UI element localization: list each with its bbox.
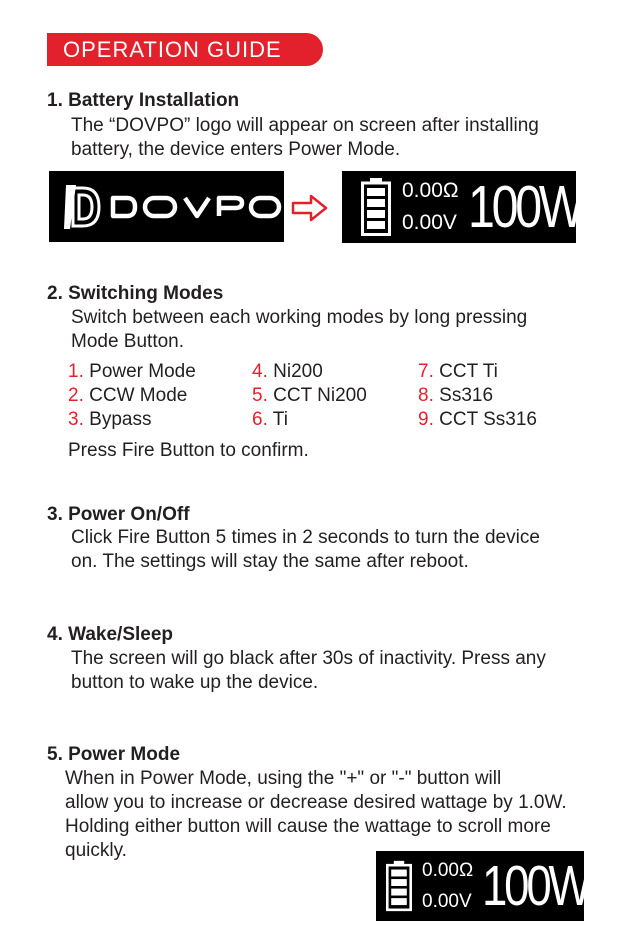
resistance-readout: 0.00Ω <box>402 179 459 202</box>
mode-item: 3. Bypass <box>68 409 152 430</box>
section-title-switching-modes: 2. Switching Modes <box>47 283 224 304</box>
mode-item: 6. Ti <box>252 409 288 430</box>
section-text-line: allow you to increase or decrease desired wattage by 1.0W. <box>65 792 567 813</box>
section-text-line: button to wake up the device. <box>71 672 319 693</box>
mode-item: 4. Ni200 <box>252 361 323 382</box>
section-text-line: quickly. <box>65 840 127 861</box>
section-title-power-mode: 5. Power Mode <box>47 744 181 765</box>
section-text-line: Click Fire Button 5 times in 2 seconds to turn the device <box>71 527 540 548</box>
dovpo-logo-panel <box>49 171 284 242</box>
battery-icon <box>386 859 412 913</box>
device-screen-display <box>376 851 589 921</box>
section-title-battery-installation: 1. Battery Installation <box>47 90 240 111</box>
section-text-line: Holding either button will cause the wattage to scroll more <box>65 816 551 837</box>
resistance-readout: 0.00Ω <box>422 860 474 881</box>
confirm-instruction: Press Fire Button to confirm. <box>68 440 309 461</box>
section-text-line: The “DOVPO” logo will appear on screen after installing <box>71 115 539 136</box>
mode-item: 7. CCT Ti <box>418 361 498 382</box>
section-title-wake-sleep: 4. Wake/Sleep <box>47 624 174 645</box>
section-title-power-on-off: 3. Power On/Off <box>47 504 190 525</box>
section-text-line: The screen will go black after 30s of inactivity. Press any <box>71 648 546 669</box>
section-text-line: on. The settings will stay the same after reboot. <box>71 551 469 572</box>
voltage-readout: 0.00V <box>422 891 472 912</box>
mode-item: 5. CCT Ni200 <box>252 385 367 406</box>
mode-item: 1. Power Mode <box>68 361 196 382</box>
mode-item: 8. Ss316 <box>418 385 494 406</box>
section-text-line: When in Power Mode, using the "+" or "-" button will <box>65 768 502 789</box>
page-title: OPERATION GUIDE <box>47 33 323 66</box>
device-screen-display <box>342 171 582 243</box>
section-text-line: Switch between each working modes by long pressing <box>71 307 528 328</box>
wattage-readout: 100W <box>482 854 589 918</box>
section-text-line: Mode Button. <box>71 331 185 352</box>
wattage-readout: 100W <box>468 174 582 240</box>
section-text-line: battery, the device enters Power Mode. <box>71 139 401 160</box>
mode-item: 9. CCT Ss316 <box>418 409 537 430</box>
arrow-right-icon <box>291 193 329 223</box>
battery-icon <box>361 178 391 236</box>
mode-item: 2. CCW Mode <box>68 385 188 406</box>
voltage-readout: 0.00V <box>402 211 457 234</box>
dovpo-logo-icon <box>49 171 284 242</box>
